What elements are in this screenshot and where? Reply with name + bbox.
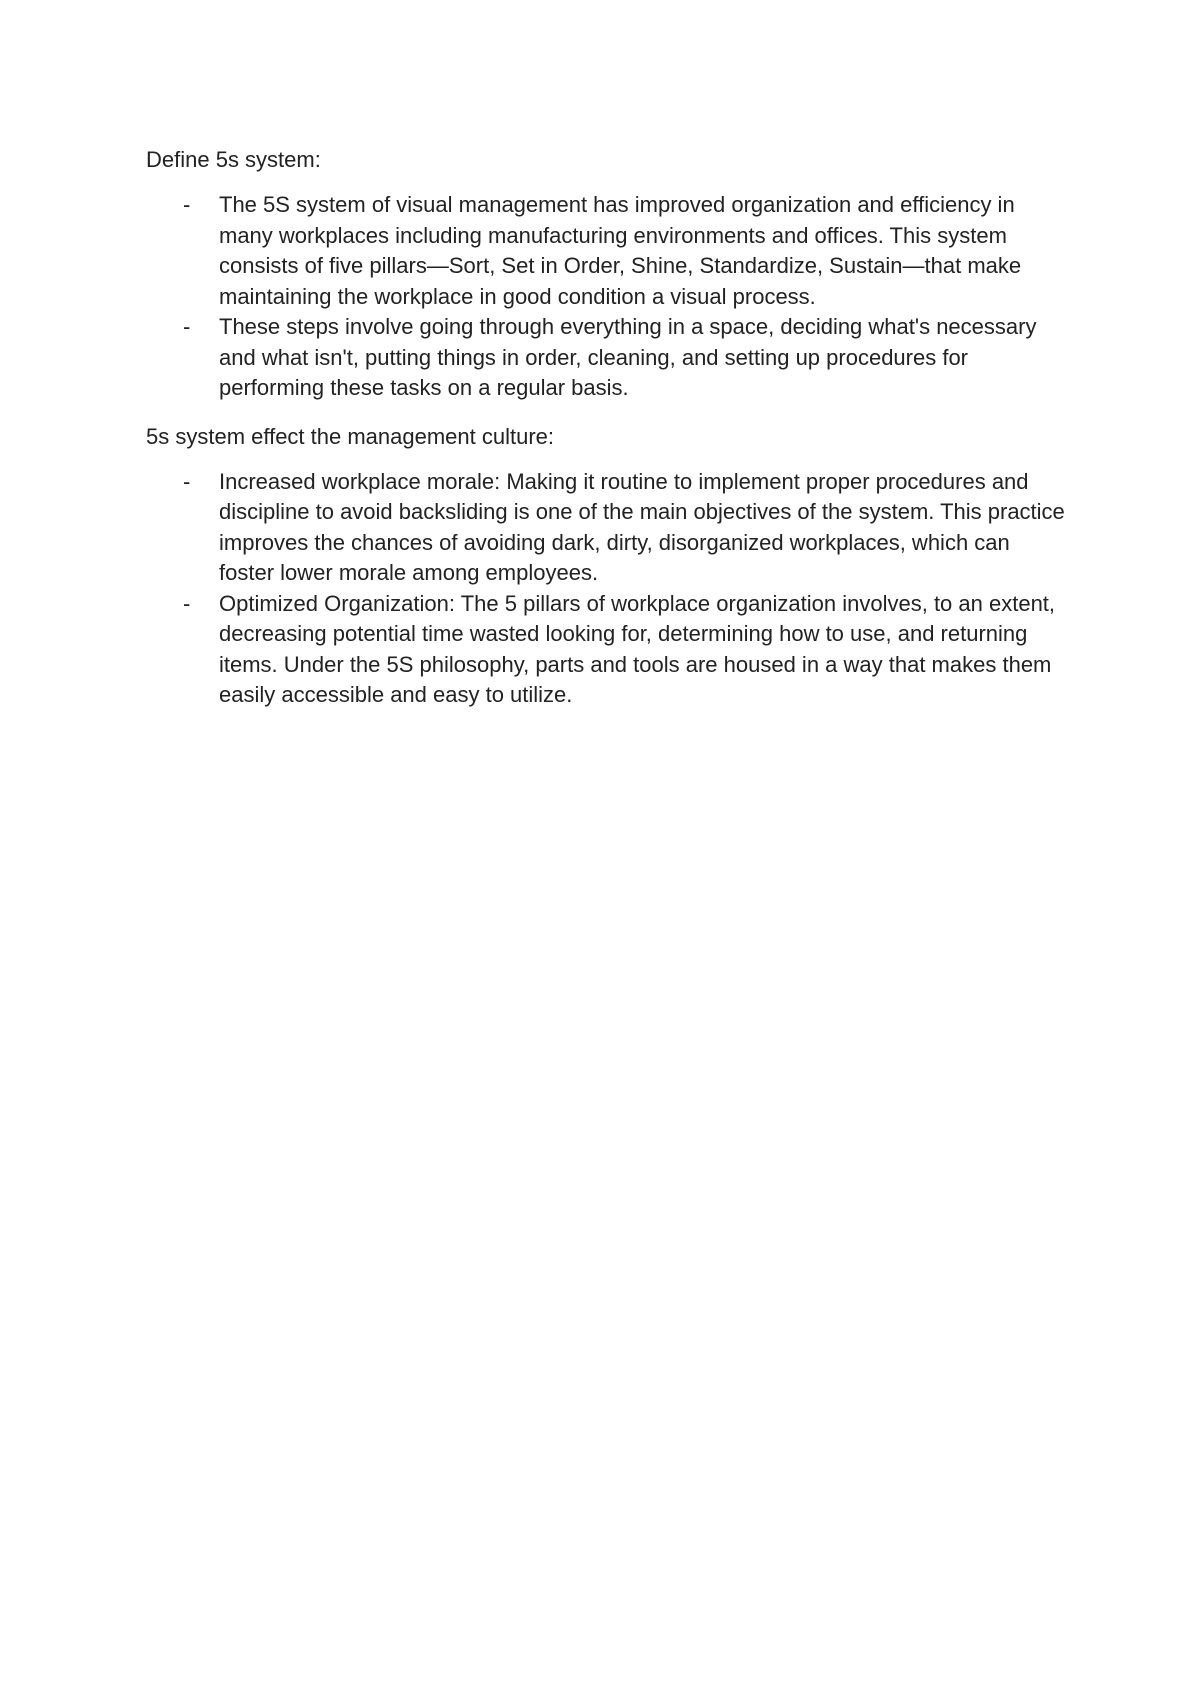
- bullet-list: [146, 467, 1066, 711]
- list-item-text: Optimized Organization: The 5 pillars of workplace organization involves, to an extent, decreasing potential time wasted looking for, determining how to use, and returning items. Under the 5S philosophy, parts and tools are housed in a way that makes them easily accessible and easy to utilize.: [219, 590, 1056, 707]
- dash-bullet: -: [183, 192, 191, 217]
- bullet-list: [146, 190, 1066, 404]
- document-body: [146, 145, 1066, 729]
- list-item-text: Increased workplace morale: Making it routine to implement proper procedures and discipline to avoid backsliding is one of the main objectives of the system. This practice improves the chances of avoiding dark, dirty, disorganized workplaces, which can foster lower morale among employees.: [219, 468, 1065, 585]
- list-item: [146, 589, 1066, 711]
- list-item-text: The 5S system of visual management has improved organization and efficiency in many workplaces including manufacturing environments and offices. This system consists of five pillars—Sort, Set in Order, Shine, Standardize, Sustain—that make maintaining the workplace in good condition a visual process.: [219, 192, 1022, 309]
- section-heading: Define 5s system:: [146, 147, 321, 172]
- section-management-culture: [146, 422, 1066, 711]
- dash-bullet: -: [183, 590, 191, 616]
- list-item-text: These steps involve going through everything in a space, deciding what's necessary and what isn't, putting things in order, cleaning, and setting up procedures for performing these tasks on a regular basis.: [219, 314, 1037, 400]
- list-item: [146, 467, 1066, 589]
- list-item: [146, 312, 1066, 404]
- section-define-5s: [146, 145, 1066, 404]
- dash-bullet: -: [183, 314, 191, 339]
- dash-bullet: -: [183, 468, 191, 494]
- section-heading: 5s system effect the management culture:: [146, 423, 555, 449]
- list-item: [146, 190, 1066, 312]
